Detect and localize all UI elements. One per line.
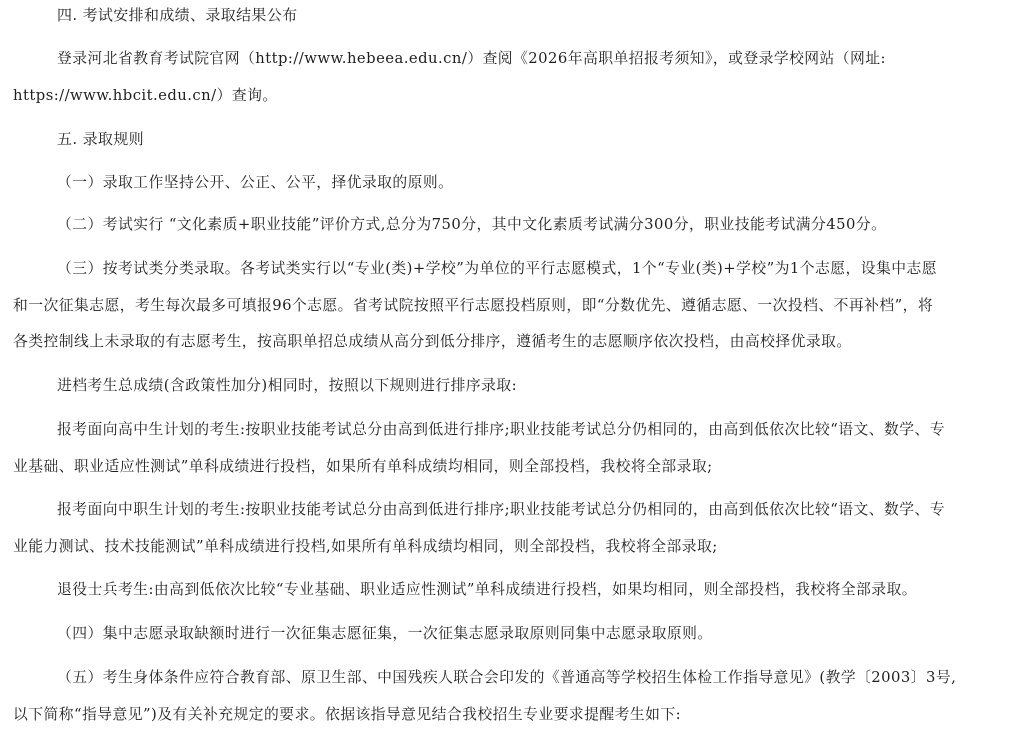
section-five-heading: 五. 录取规则 [57, 130, 144, 148]
section-four-paragraph-line-1: 登录河北省教育考试院官网（http://www.hebeea.edu.cn/）查阅《2026年高职单招报考须知》，或登录学校网站（网址: [57, 50, 886, 67]
vocational-rule-line-2: 业能力测试、技术技能测试”单科成绩进行投档,如果所有单科成绩均相同，则全部投档，我校将全部录取; [13, 538, 718, 555]
rule-item-5-line-2: 以下简称“指导意见”)及有关补充规定的要求。依据该指导意见结合我校招生专业要求提醒考生如下: [13, 706, 682, 723]
rule-item-3-line-3: 各类控制线上未录取的有志愿考生，按高职单招总成绩从高分到低分排序，遵循考生的志愿顺序依次投档，由高校择优录取。 [13, 333, 852, 350]
section-four-heading: 四. 考试安排和成绩、录取结果公布 [57, 6, 298, 24]
rule-item-2: （二）考试实行 “文化素质+职业技能”评价方式,总分为750分，其中文化素质考试满分300分，职业技能考试满分450分。 [57, 216, 887, 233]
rule-item-4: （四）集中志愿录取缺额时进行一次征集志愿征集，一次征集志愿录取原则同集中志愿录取原则。 [57, 625, 713, 642]
rule-item-3-line-2: 和一次征集志愿，考生每次最多可填报96个志愿。省考试院按照平行志愿投档原则，即“分数优先、遵循志愿、一次投档、不再补档”，将 [13, 297, 934, 314]
section-four-paragraph-line-2: https://www.hbcit.edu.cn/）查询。 [13, 87, 278, 104]
rule-item-5-line-1: （五）考生身体条件应符合教育部、原卫生部、中国残疾人联合会印发的《普通高等学校招生体检工作指导意见》(教学〔2003〕3号, [57, 669, 957, 686]
rule-item-1: （一）录取工作坚持公开、公正、公平，择优录取的原则。 [57, 174, 454, 191]
vocational-rule-line-1: 报考面向中职生计划的考生:按职业技能考试总分由高到低进行排序;职业技能考试总分仍相同的，由高到低依次比较“语文、数学、专 [57, 501, 945, 518]
high-school-rule-line-1: 报考面向高中生计划的考生:按职业技能考试总分由高到低进行排序;职业技能考试总分仍相同的，由高到低依次比较“语文、数学、专 [57, 421, 945, 438]
veteran-rule: 退役士兵考生:由高到低依次比较“专业基础、职业适应性测试”单科成绩进行投档，如果均相同，则全部投档，我校将全部录取。 [57, 581, 918, 598]
high-school-rule-line-2: 业基础、职业适应性测试”单科成绩进行投档，如果所有单科成绩均相同，则全部投档，我校将全部录取; [13, 458, 713, 475]
tie-rule-intro: 进档考生总成绩(含政策性加分)相同时，按照以下规则进行排序录取: [57, 377, 518, 394]
rule-item-3-line-1: （三）按考试类分类录取。各考试类实行以“专业(类)+学校”为单位的平行志愿模式，1个“专业(类)+学校”为1个志愿，设集中志愿 [57, 260, 937, 277]
